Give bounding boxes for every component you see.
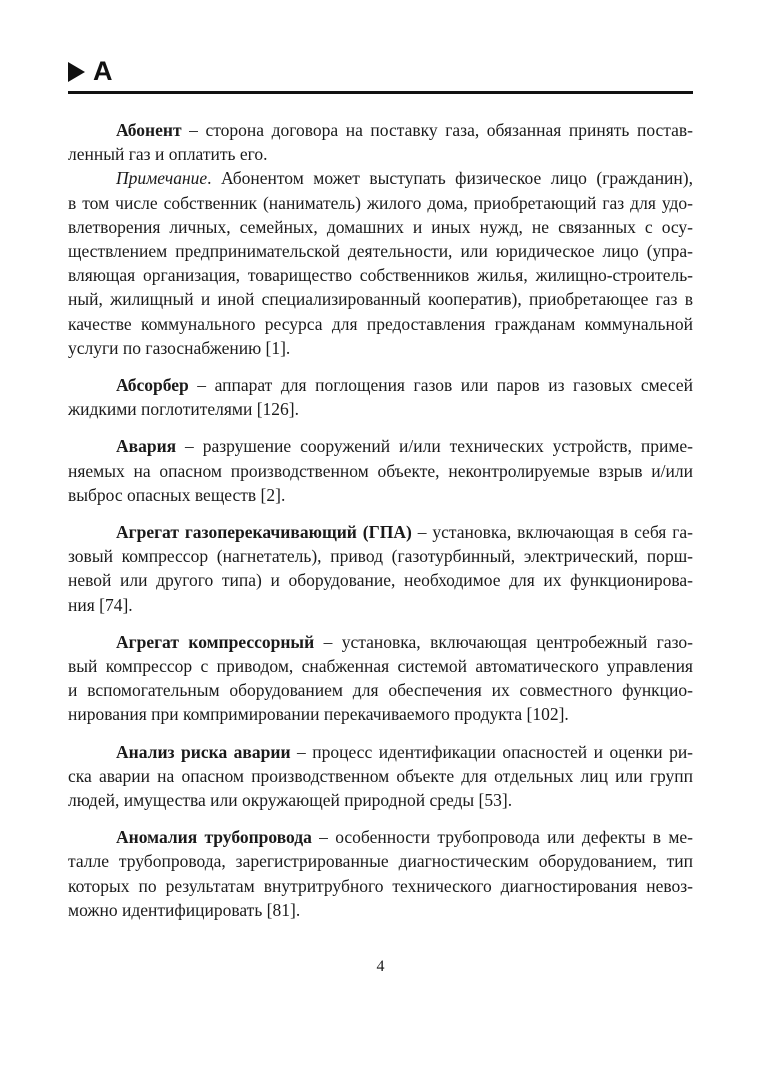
line-text: вый компрессор с приводом, снабженная системой автоматического управления [68,656,693,677]
line-text: – разрушение сооружений и/или технических устройств, приме- [176,436,693,457]
glossary-term: Анализ риска аварии [116,741,291,762]
line-text: – сторона договора на поставку газа, обязанная принять постав- [181,120,693,140]
glossary-term: Агрегат газоперекачивающий (ГПА) [116,522,412,543]
line-text: вляющая организация, товарищество собственников жилья, жилищно-строитель- [68,265,693,286]
text-line [68,483,693,507]
glossary-body [68,118,693,935]
glossary-entry [68,630,693,727]
text-line [68,825,693,849]
line-text: жидкими поглотителями [126]. [68,399,300,420]
glossary-entry [68,373,693,421]
line-text: ленный газ и оплатить его. [68,144,268,165]
text-line [68,874,693,898]
line-text: влетворения личных, семейных, домашних и иных нужд, не связанных с осу- [68,216,693,237]
line-text: ска аварии на опасном производственном объекте для отдельных лиц или групп [68,765,693,786]
line-text: нирования при компримировании перекачиваемого продукта [102]. [68,704,569,725]
line-text: – процесс идентификации опасностей и оценки ри- [290,741,694,762]
glossary-term: Абсорбер [116,375,189,396]
text-line [68,118,693,142]
line-text: . Абонентом может выступать физическое лицо (гражданин), [207,168,693,189]
glossary-term: Абонент [116,120,182,140]
line-text: можно идентифицировать [81]. [68,899,301,920]
text-line [68,239,693,263]
line-text: качестве коммунального ресурса для предоставления гражданам коммунальной [68,313,693,334]
line-text: невой или другого типа) и оборудование, необходимое для их функционирова- [68,570,693,591]
text-line [68,459,693,483]
glossary-entry [68,520,693,617]
glossary-term: Авария [116,436,177,457]
text-line [68,336,693,360]
page-number: 4 [376,958,385,975]
text-line [68,191,693,215]
line-text: талле трубопровода, зарегистрированные диагностическим оборудованием, тип [68,851,693,872]
triangle-marker-icon [68,62,85,82]
text-line [68,898,693,922]
line-text: – особенности трубопровода или дефекты в ме- [311,827,693,848]
text-line [68,702,693,726]
section-letter: A [93,56,113,86]
line-text: ный, жилищный и иной специализированный кооператив), приобретающее газ в [68,289,693,310]
note-label: Примечание [116,168,208,189]
line-text: няемых на опасном производственном объекте, неконтролируемые взрыв и/или [68,460,693,481]
heading-divider [68,91,693,94]
line-text: – установка, включающая в себя га- [411,522,694,543]
text-line [68,678,693,702]
text-line [68,544,693,568]
line-text: выброс опасных веществ [2]. [68,484,286,505]
text-line [68,849,693,873]
line-text: которых по результатам внутритрубного технического диагностирования невоз- [68,875,693,896]
text-line [68,630,693,654]
glossary-entry [68,118,693,360]
glossary-term: Аномалия трубопровода [116,827,312,848]
glossary-entry [68,825,693,922]
text-line [68,142,693,166]
text-line [68,593,693,617]
text-line [68,740,693,764]
text-line [68,520,693,544]
text-line [68,434,693,458]
text-line [68,397,693,421]
line-text: услуги по газоснабжению [1]. [68,337,291,358]
glossary-entry [68,740,693,813]
line-text: зовый компрессор (нагнетатель), привод (газотурбинный, электрический, порш- [68,546,693,567]
text-line [68,654,693,678]
text-line [68,373,693,397]
text-line [68,263,693,287]
text-line [68,215,693,239]
line-text: в том числе собственник (наниматель) жилого дома, приобретающий газ для удо- [68,192,693,213]
line-text: ния [74]. [68,594,133,615]
glossary-entry [68,434,693,507]
line-text: – установка, включающая центробежный газо- [314,631,693,652]
line-text: ществлением предпринимательской деятельности, или юридическое лицо (упра- [68,241,693,262]
section-heading [68,56,113,87]
line-text: – аппарат для поглощения газов или паров из газовых смесей [188,375,693,396]
text-line [68,764,693,788]
glossary-term: Агрегат компрессорный [116,631,315,652]
text-line [68,788,693,812]
text-line [68,568,693,592]
line-text: людей, имущества или окружающей природной среды [53]. [68,790,513,811]
text-line [68,287,693,311]
text-line [68,312,693,336]
text-line [68,166,693,190]
line-text: и вспомогательным оборудованием для обеспечения их совместного функцио- [68,680,693,701]
